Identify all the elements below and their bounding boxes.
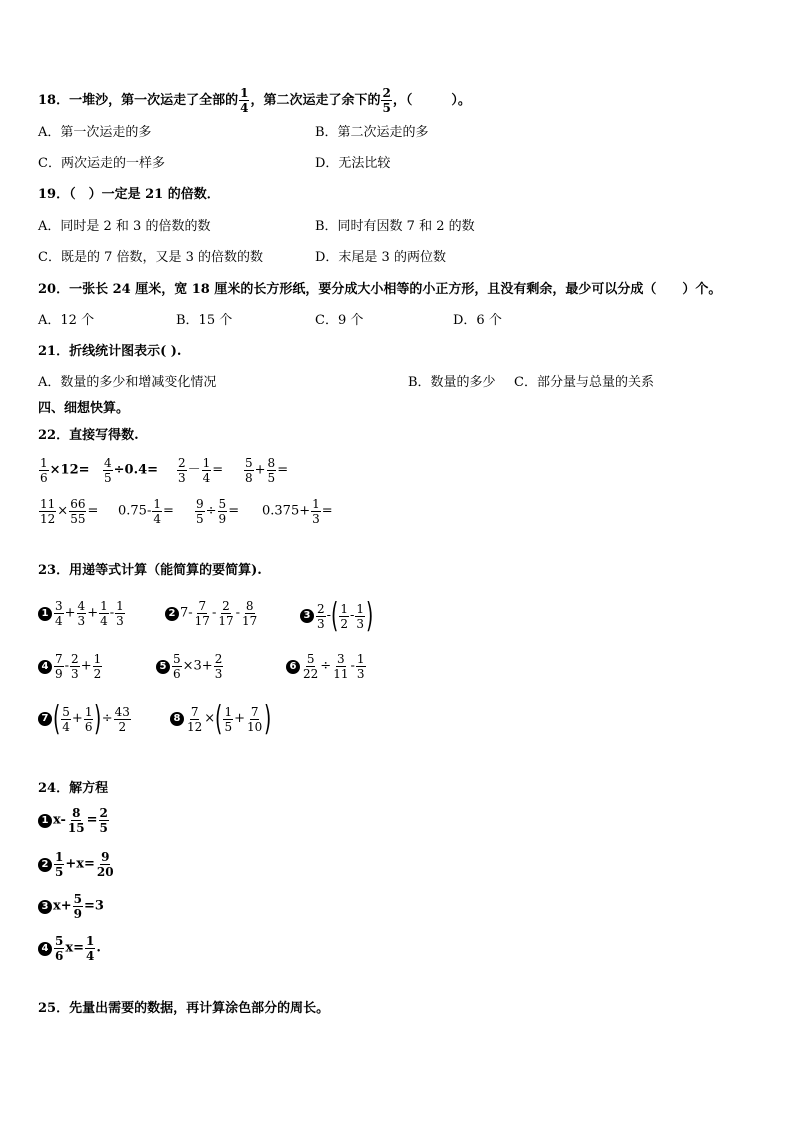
q23-expr-8: 8 $\frac{7}{12}$ ×( $\frac{1}{5}$ + $\frac{7}{10}$ ): [170, 702, 272, 736]
section-heading: 四、细想快算。: [38, 401, 130, 416]
q22-expr-4: $\frac{5}{8}$ + $\frac{8}{5}$ =: [245, 456, 289, 485]
q24-equation-3: 3 x+ $\frac{5}{9}$ =3: [38, 892, 104, 921]
q23-expr-3: 3 $\frac{2}{3}$ -( $\frac{1}{2}$ - $\frac{1}{3}$ ): [300, 599, 373, 633]
q21-option-a: A．数量的多少和增减变化情况: [38, 375, 217, 390]
q20-option-d: D．6 个: [453, 313, 502, 328]
q20-option-a: A．12 个: [38, 313, 95, 328]
fraction: $\frac{2}{5}$: [382, 86, 391, 115]
q19-option-d: D．末尾是 3 的两位数: [315, 250, 446, 265]
q22-title: 22．直接写得数.: [38, 428, 139, 443]
q23-expr-7: 7 ( $\frac{5}{4}$ + $\frac{1}{6}$ )÷ $\frac{43}{2}$: [38, 702, 132, 736]
q23-expr-6: 6 $\frac{5}{22}$ ÷ $\frac{3}{11}$ - $\frac{1}{3}$: [286, 652, 367, 681]
fraction: $\frac{1}{4}$: [240, 86, 249, 115]
q20-stem: 20．一张长 24 厘米，宽 18 厘米的长方形纸，要分成大小相等的小正方形，且没有剩余，最少可以分成（ ）个。: [38, 282, 722, 297]
q21-option-c: C．部分量与总量的关系: [514, 375, 654, 390]
q24-title: 24．解方程: [38, 781, 109, 796]
q21-option-b: B．数量的多少: [408, 375, 496, 390]
q23-expr-1: 1 $\frac{3}{4}$ + $\frac{4}{3}$ + $\frac{1}{4}$ - $\frac{1}{3}$: [38, 599, 126, 628]
q24-equation-2: 2 $\frac{1}{5}$ +x= $\frac{9}{20}$: [38, 850, 116, 879]
q18-option-d: D．无法比较: [315, 156, 391, 171]
q24-equation-1: 1 x- $\frac{8}{15}$ = $\frac{2}{5}$: [38, 806, 110, 835]
q23-expr-5: 5 $\frac{5}{6}$ ×3+ $\frac{2}{3}$: [156, 652, 224, 681]
q23-expr-4: 4 $\frac{7}{9}$ - $\frac{2}{3}$ + $\frac{1}{2}$: [38, 652, 103, 681]
q22-expr-6: 0.75- $\frac{1}{4}$ =: [118, 497, 174, 526]
q19-option-a: A．同时是 2 和 3 的倍数的数: [38, 219, 211, 234]
q22-expr-7: $\frac{9}{5}$ ÷ $\frac{5}{9}$ =: [196, 497, 240, 526]
q23-expr-2: 2 7- $\frac{7}{17}$ - $\frac{2}{17}$ - $\frac{8}{17}$: [165, 599, 259, 628]
q20-option-c: C．9 个: [315, 313, 364, 328]
q18-option-a: A．第一次运走的多: [38, 125, 152, 140]
q22-expr-1: $\frac{1}{6}$ ×12=: [40, 456, 90, 485]
q20-option-b: B．15 个: [176, 313, 233, 328]
q19-option-b: B．同时有因数 7 和 2 的数: [315, 219, 475, 234]
q22-expr-3: $\frac{2}{3}$ － $\frac{1}{4}$ =: [178, 456, 224, 485]
q18-stem: 18．一堆沙，第一次运走了全部的 $\frac{1}{4}$ ，第二次运走了余下的 $\frac{2}{5}$ ，（ ）。: [38, 86, 471, 115]
q18-option-c: C．两次运走的一样多: [38, 156, 165, 171]
q23-title: 23．用递等式计算（能简算的要简算).: [38, 563, 262, 578]
q22-expr-2: $\frac{4}{5}$ ÷0.4=: [104, 456, 159, 485]
q21-stem: 21．折线统计图表示( ).: [38, 344, 182, 359]
q18-option-b: B．第二次运走的多: [315, 125, 429, 140]
q22-expr-8: 0.375+ $\frac{1}{3}$ =: [262, 497, 333, 526]
q22-expr-5: $\frac{11}{12}$ × $\frac{66}{55}$ =: [40, 497, 99, 526]
q19-option-c: C．既是的 7 倍数，又是 3 的倍数的数: [38, 250, 264, 265]
q24-equation-4: 4 $\frac{5}{6}$ x= $\frac{1}{4}$ .: [38, 934, 101, 963]
q25-stem: 25．先量出需要的数据，再计算涂色部分的周长。: [38, 1001, 330, 1016]
q19-stem: 19．（ ）一定是 21 的倍数．: [38, 187, 220, 202]
